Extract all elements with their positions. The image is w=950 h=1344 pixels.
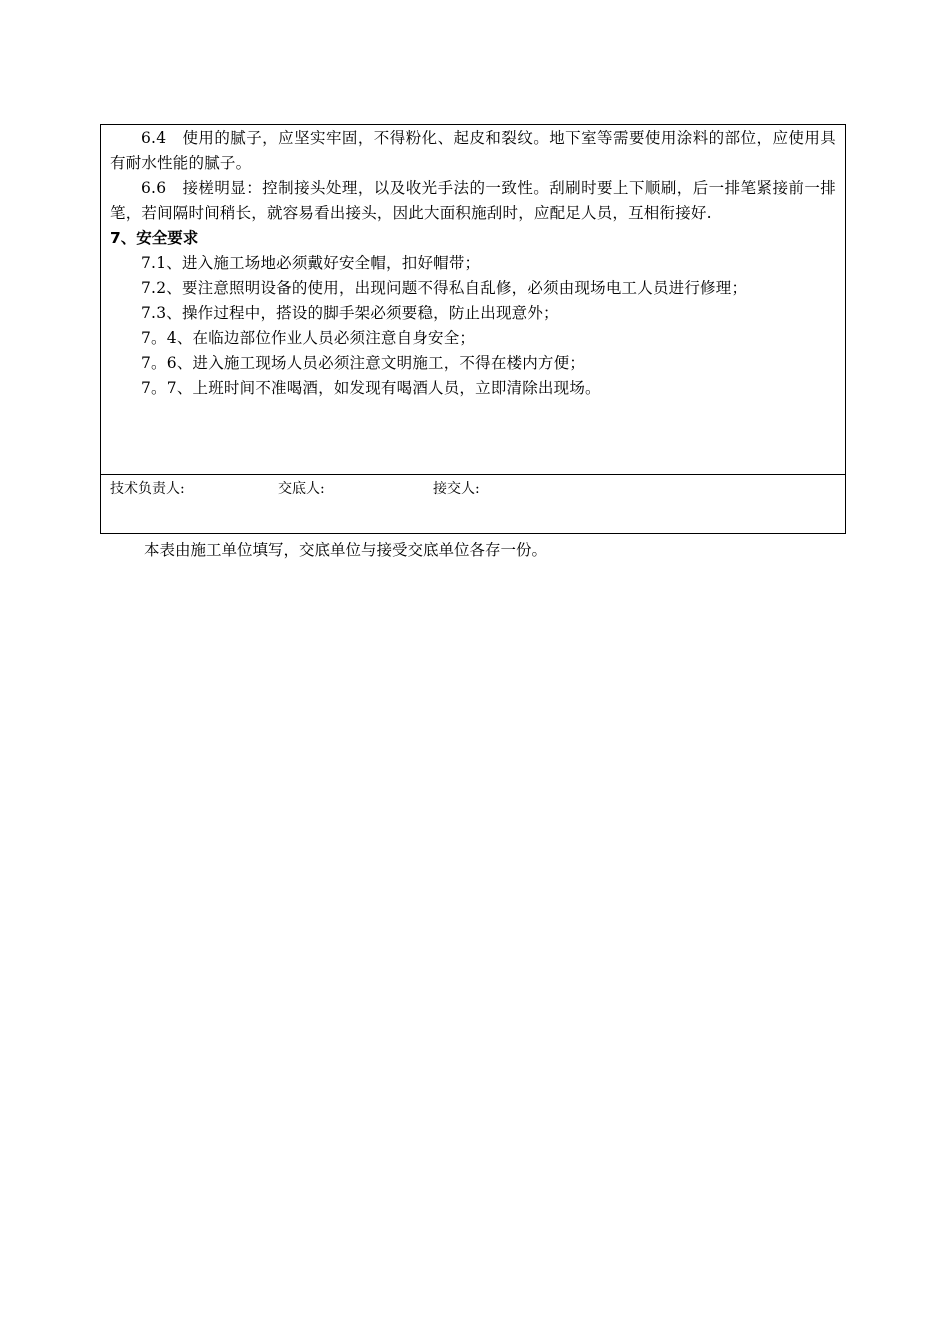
footnote: 本表由施工单位填写，交底单位与接受交底单位各存一份。: [144, 541, 548, 559]
safety-item-7-7: 7。7、上班时间不准喝酒，如发现有喝酒人员，立即清除出现场。: [141, 379, 601, 397]
receiver-label: 接交人:: [433, 481, 480, 497]
section-7-heading: 7、安全要求: [110, 229, 199, 247]
discloser-label: 交底人:: [278, 481, 325, 497]
signature-row: [101, 477, 845, 507]
safety-item-7-6: 7。6、进入施工现场人员必须注意文明施工，不得在楼内方便；: [141, 354, 586, 372]
tech-lead-label: 技术负责人:: [110, 481, 185, 497]
safety-item-7-1: 7.1、进入施工场地必须戴好安全帽，扣好帽带；: [141, 254, 481, 272]
form-content: [101, 125, 845, 474]
safety-item-7-3: 7.3、操作过程中，搭设的脚手架必须要稳，防止出现意外；: [141, 304, 559, 322]
signature-divider: [101, 474, 845, 475]
paragraph-6-4: 6.4 使用的腻子，应坚实牢固，不得粉化、起皮和裂纹。地下室等需要使用涂料的部位，应使用具有耐水性能的腻子。: [110, 129, 836, 172]
disclosure-form: [100, 124, 846, 534]
paragraph-6-6: 6.6 接槎明显：控制接头处理，以及收光手法的一致性。刮刷时要上下顺刷，后一排笔紧接前一排笔，若间隔时间稍长，就容易看出接头，因此大面积施刮时，应配足人员，互相衔接好.: [110, 179, 836, 222]
safety-item-7-2: 7.2、要注意照明设备的使用，出现问题不得私自乱修，必须由现场电工人员进行修理；: [141, 279, 748, 297]
safety-item-7-4: 7。4、在临边部位作业人员必须注意自身安全；: [141, 329, 476, 347]
